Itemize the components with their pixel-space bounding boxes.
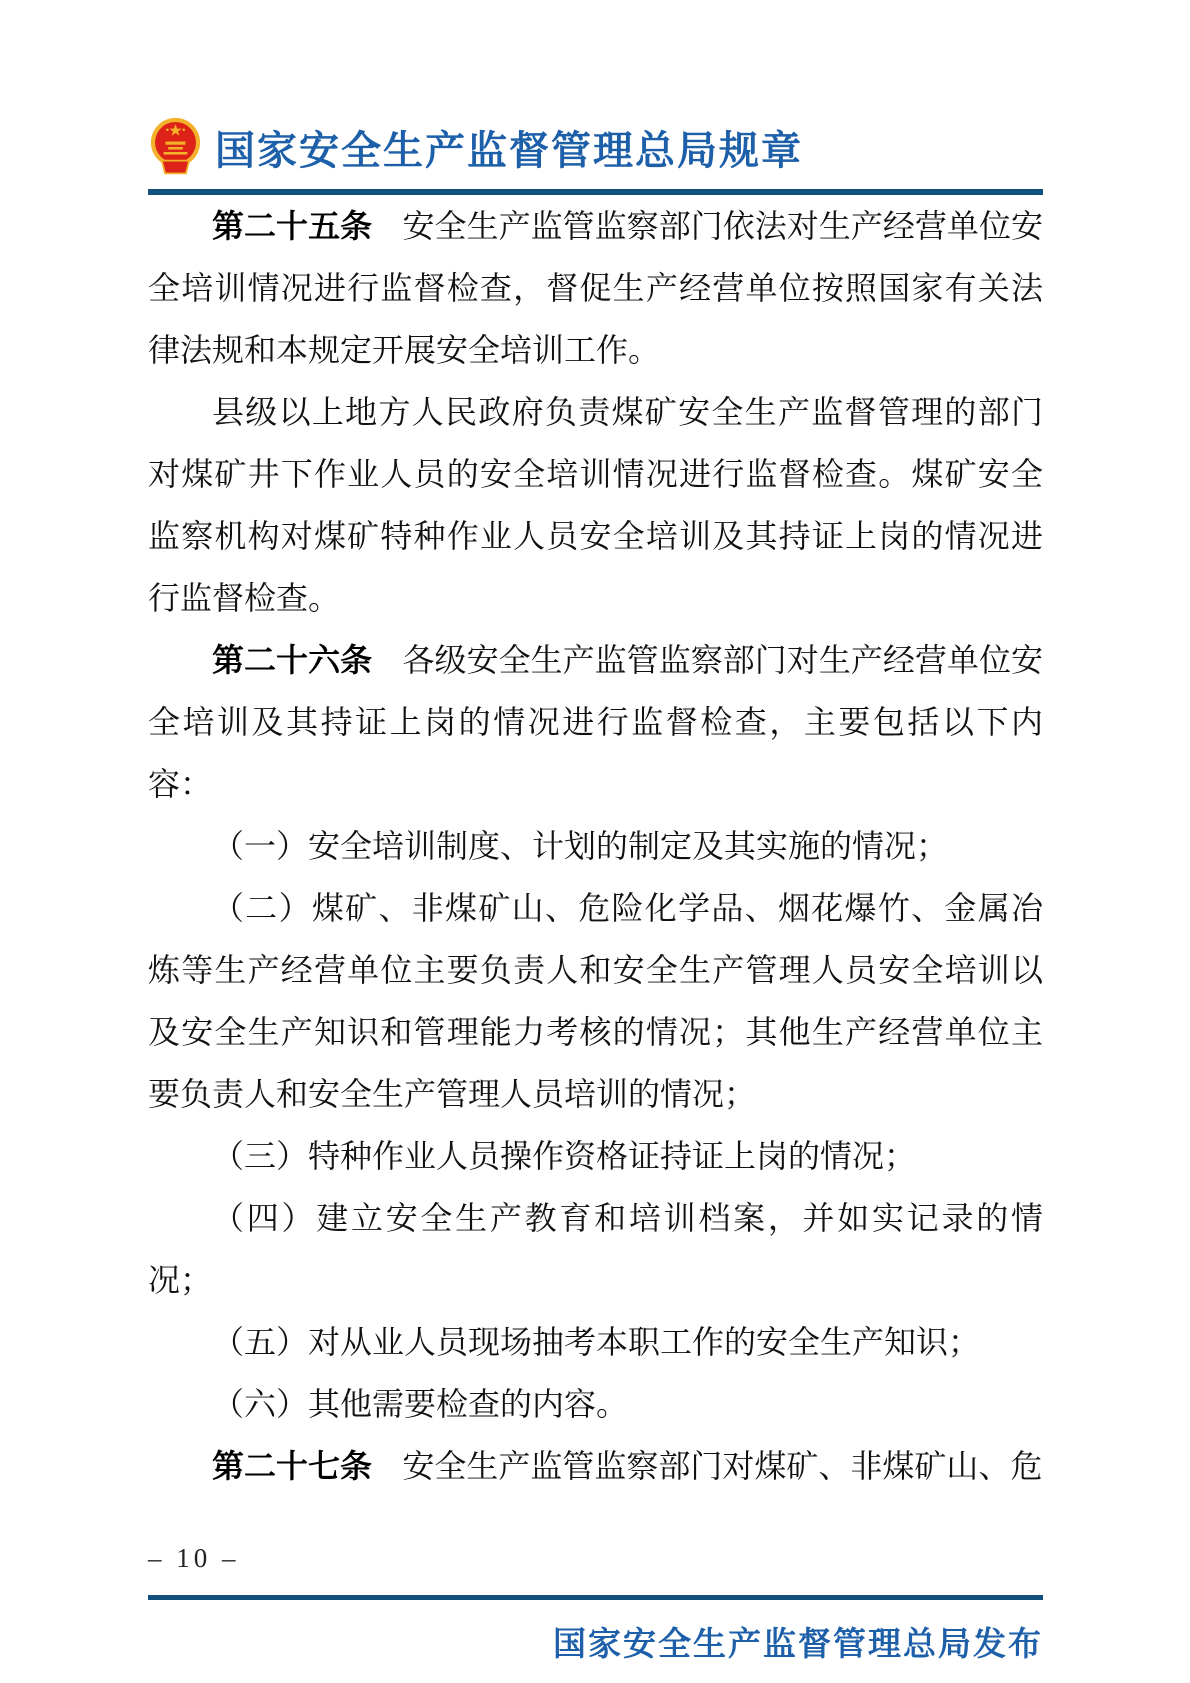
- paragraph-article-25: [148, 195, 1043, 381]
- paragraph-text: （三）特种作业人员操作资格证持证上岗的情况；: [212, 1138, 917, 1174]
- paragraph-text: 县级以上地方人民政府负责煤矿安全生产监督管理的部门对煤矿井下作业人员的安全培训情况进行监督检查。煤矿安全监察机构对煤矿特种作业人员安全培训及其持证上岗的情况进行监督检查。: [148, 394, 1043, 616]
- paragraph-text: 安全生产监管监察部门对煤矿、非煤矿山、危: [402, 1448, 1043, 1484]
- document-body: [148, 195, 1043, 1497]
- paragraph: [148, 381, 1043, 629]
- page-number: – 10 –: [148, 1543, 240, 1573]
- list-item-2: [148, 877, 1043, 1125]
- footer-divider: [148, 1595, 1043, 1600]
- publisher-line: 国家安全生产监督管理总局发布: [553, 1627, 1043, 1663]
- paragraph-article-27: [148, 1435, 1043, 1497]
- paragraph-text: （二）煤矿、非煤矿山、危险化学品、烟花爆竹、金属冶炼等生产经营单位主要负责人和安全生产管理人员安全培训以及安全生产知识和管理能力考核的情况；其他生产经营单位主要负责人和安全生产管理人员培训的情况；: [148, 890, 1043, 1112]
- paragraph-article-26: [148, 629, 1043, 815]
- article-number: 第二十五条: [212, 208, 373, 244]
- paragraph-text: （四）建立安全生产教育和培训档案，并如实记录的情况；: [148, 1200, 1043, 1298]
- page-header: [148, 117, 1043, 177]
- page-title: 国家安全生产监督管理总局规章: [215, 127, 803, 173]
- paragraph-text: （一）安全培训制度、计划的制定及其实施的情况；: [212, 828, 949, 864]
- list-item-5: [148, 1311, 1043, 1373]
- national-emblem-icon: [148, 117, 203, 177]
- paragraph-text: 安全生产监管监察部门依法对生产经营单位安全培训情况进行监督检查，督促生产经营单位按照国家有关法律法规和本规定开展安全培训工作。: [148, 208, 1043, 368]
- list-item-4: [148, 1187, 1043, 1311]
- article-number: 第二十七条: [212, 1448, 373, 1484]
- paragraph-text: （五）对从业人员现场抽考本职工作的安全生产知识；: [212, 1324, 981, 1360]
- list-item-3: [148, 1125, 1043, 1187]
- list-item-1: [148, 815, 1043, 877]
- paragraph-text: 各级安全生产监管监察部门对生产经营单位安全培训及其持证上岗的情况进行监督检查，主要包括以下内容：: [148, 642, 1043, 802]
- paragraph-text: （六）其他需要检查的内容。: [212, 1386, 629, 1422]
- list-item-6: [148, 1373, 1043, 1435]
- article-number: 第二十六条: [212, 642, 373, 678]
